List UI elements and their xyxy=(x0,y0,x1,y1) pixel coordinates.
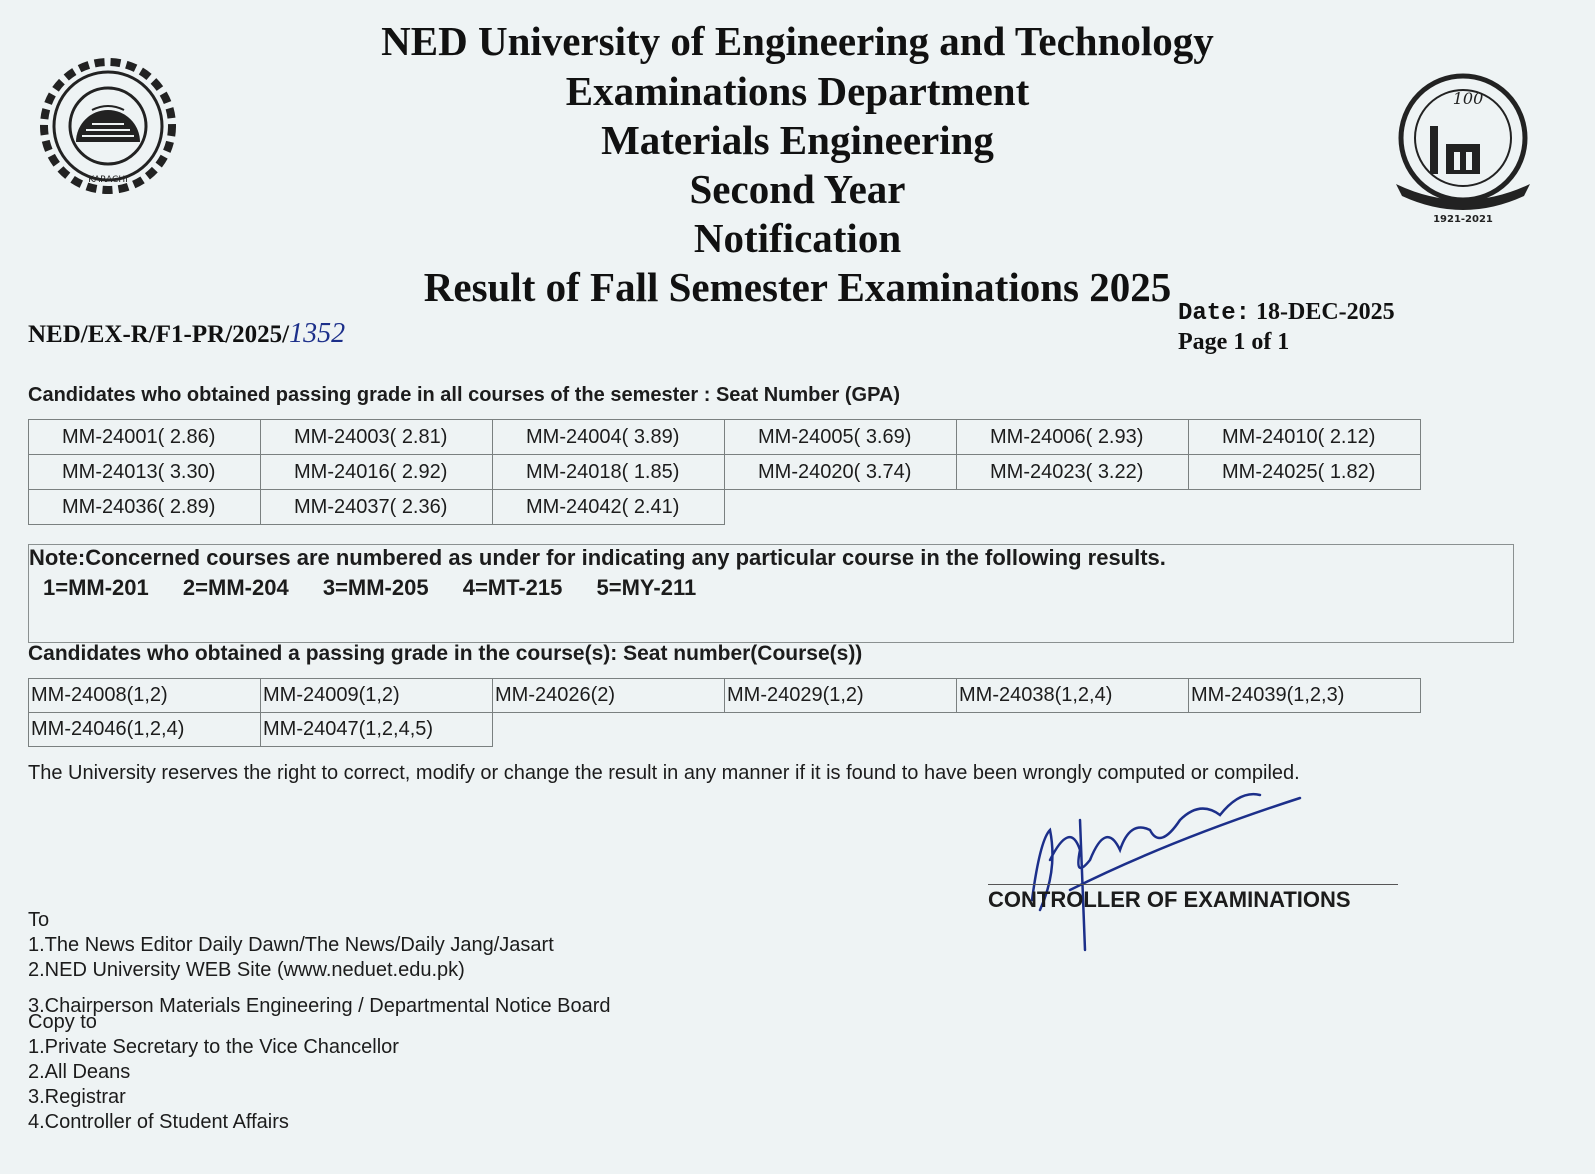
course-code: 1=MM-201 xyxy=(43,575,149,600)
to-item-third: 3.Chairperson Materials Engineering / Departmental Notice Board xyxy=(28,995,611,1017)
gpa-cell: MM-24018( 1.85) xyxy=(493,455,725,490)
gpa-section-title: Candidates who obtained passing grade in all courses of the semester : Seat Number (GPA) xyxy=(28,384,901,406)
copy-item: 4.Controller of Student Affairs xyxy=(28,1111,289,1133)
table-row xyxy=(29,455,1421,490)
gpa-cell: MM-24023( 3.22) xyxy=(957,455,1189,490)
to-item: 2.NED University WEB Site (www.neduet.edu.pk) xyxy=(28,959,465,981)
controller-of-examinations: CONTROLLER OF EXAMINATIONS xyxy=(988,884,1398,913)
copy-label: Copy to xyxy=(28,1011,97,1033)
header-department: Examinations Department xyxy=(565,68,1030,114)
header-notification: Notification xyxy=(693,215,902,261)
course-cell: MM-24026(2) xyxy=(493,679,725,713)
course-cell: MM-24047(1,2,4,5) xyxy=(261,713,493,747)
course-code: 4=MT-215 xyxy=(462,575,563,600)
course-cell: MM-24039(1,2,3) xyxy=(1189,679,1421,713)
note-course-codes xyxy=(43,575,720,601)
page-indicator: Page 1 of 1 xyxy=(1178,329,1290,355)
gpa-cell: MM-24037( 2.36) xyxy=(261,490,493,525)
reference-prefix: NED/EX-R/F1-PR/2025/ xyxy=(28,321,290,348)
svg-text:100: 100 xyxy=(1452,89,1484,108)
gpa-cell: MM-24010( 2.12) xyxy=(1189,420,1421,455)
course-code: 3=MM-205 xyxy=(322,575,429,600)
distribution-copy xyxy=(28,1010,399,1135)
empty-cell xyxy=(1189,713,1421,747)
gpa-cell: MM-24025( 1.82) xyxy=(1189,455,1421,490)
centenary-seal-icon xyxy=(1388,66,1538,226)
gpa-cell: MM-24006( 2.93) xyxy=(957,420,1189,455)
course-cell: MM-24009(1,2) xyxy=(261,679,493,713)
to-label: To xyxy=(28,909,50,931)
table-row xyxy=(29,713,1421,747)
course-code: 5=MY-211 xyxy=(596,575,697,600)
date-label: Date: xyxy=(1178,300,1251,327)
table-row xyxy=(29,490,1421,525)
copy-item: 2.All Deans xyxy=(28,1061,131,1083)
course-cell: MM-24038(1,2,4) xyxy=(957,679,1189,713)
university-seal-icon xyxy=(30,56,186,196)
reference-handwritten-number: 1352 xyxy=(289,318,346,349)
empty-cell xyxy=(957,713,1189,747)
course-note-box xyxy=(28,544,1514,643)
seal-years: 1921-2021 xyxy=(1433,214,1493,225)
gpa-cell: MM-24001( 2.86) xyxy=(29,420,261,455)
distribution-to xyxy=(28,908,554,983)
note-title: Note:Concerned courses are numbered as under for indicating any particular course in the following results. xyxy=(29,545,1166,570)
gpa-cell: MM-24013( 3.30) xyxy=(29,455,261,490)
gpa-cell: MM-24003( 2.81) xyxy=(261,420,493,455)
header-year: Second Year xyxy=(689,166,906,212)
course-table xyxy=(28,678,1421,747)
header-program: Materials Engineering xyxy=(601,117,994,163)
course-section-title: Candidates who obtained a passing grade in the course(s): Seat number(Course(s)) xyxy=(28,642,863,665)
table-row xyxy=(29,679,1421,713)
to-item: 1.The News Editor Daily Dawn/The News/Daily Jang/Jasart xyxy=(28,934,554,956)
course-cell: MM-24029(1,2) xyxy=(725,679,957,713)
gpa-cell: MM-24036( 2.89) xyxy=(29,490,261,525)
empty-cell xyxy=(725,713,957,747)
empty-cell xyxy=(957,490,1189,525)
empty-cell xyxy=(725,490,957,525)
controller-signature-icon xyxy=(1010,760,1320,960)
date-block xyxy=(1178,298,1395,356)
table-row xyxy=(29,420,1421,455)
reference-number xyxy=(28,318,345,350)
date-value: 18-DEC-2025 xyxy=(1256,299,1395,325)
gpa-cell: MM-24016( 2.92) xyxy=(261,455,493,490)
gpa-table xyxy=(28,419,1421,525)
gpa-cell: MM-24005( 3.69) xyxy=(725,420,957,455)
gpa-cell: MM-24020( 3.74) xyxy=(725,455,957,490)
gpa-cell: MM-24004( 3.89) xyxy=(493,420,725,455)
course-cell: MM-24008(1,2) xyxy=(29,679,261,713)
header-university: NED University of Engineering and Technology xyxy=(381,18,1214,64)
course-code: 2=MM-204 xyxy=(182,575,289,600)
disclaimer-text: The University reserves the right to correct, modify or change the result in any manner if it is found to have been wrongly computed or compiled. xyxy=(28,762,1300,784)
copy-item: 1.Private Secretary to the Vice Chancellor xyxy=(28,1036,399,1058)
header-result-title: Result of Fall Semester Examinations 2025 xyxy=(423,264,1172,310)
empty-cell xyxy=(1189,490,1421,525)
empty-cell xyxy=(493,713,725,747)
gpa-cell: MM-24042( 2.41) xyxy=(493,490,725,525)
seal-city: KARACHI xyxy=(88,175,128,185)
copy-item: 3.Registrar xyxy=(28,1086,126,1108)
course-cell: MM-24046(1,2,4) xyxy=(29,713,261,747)
